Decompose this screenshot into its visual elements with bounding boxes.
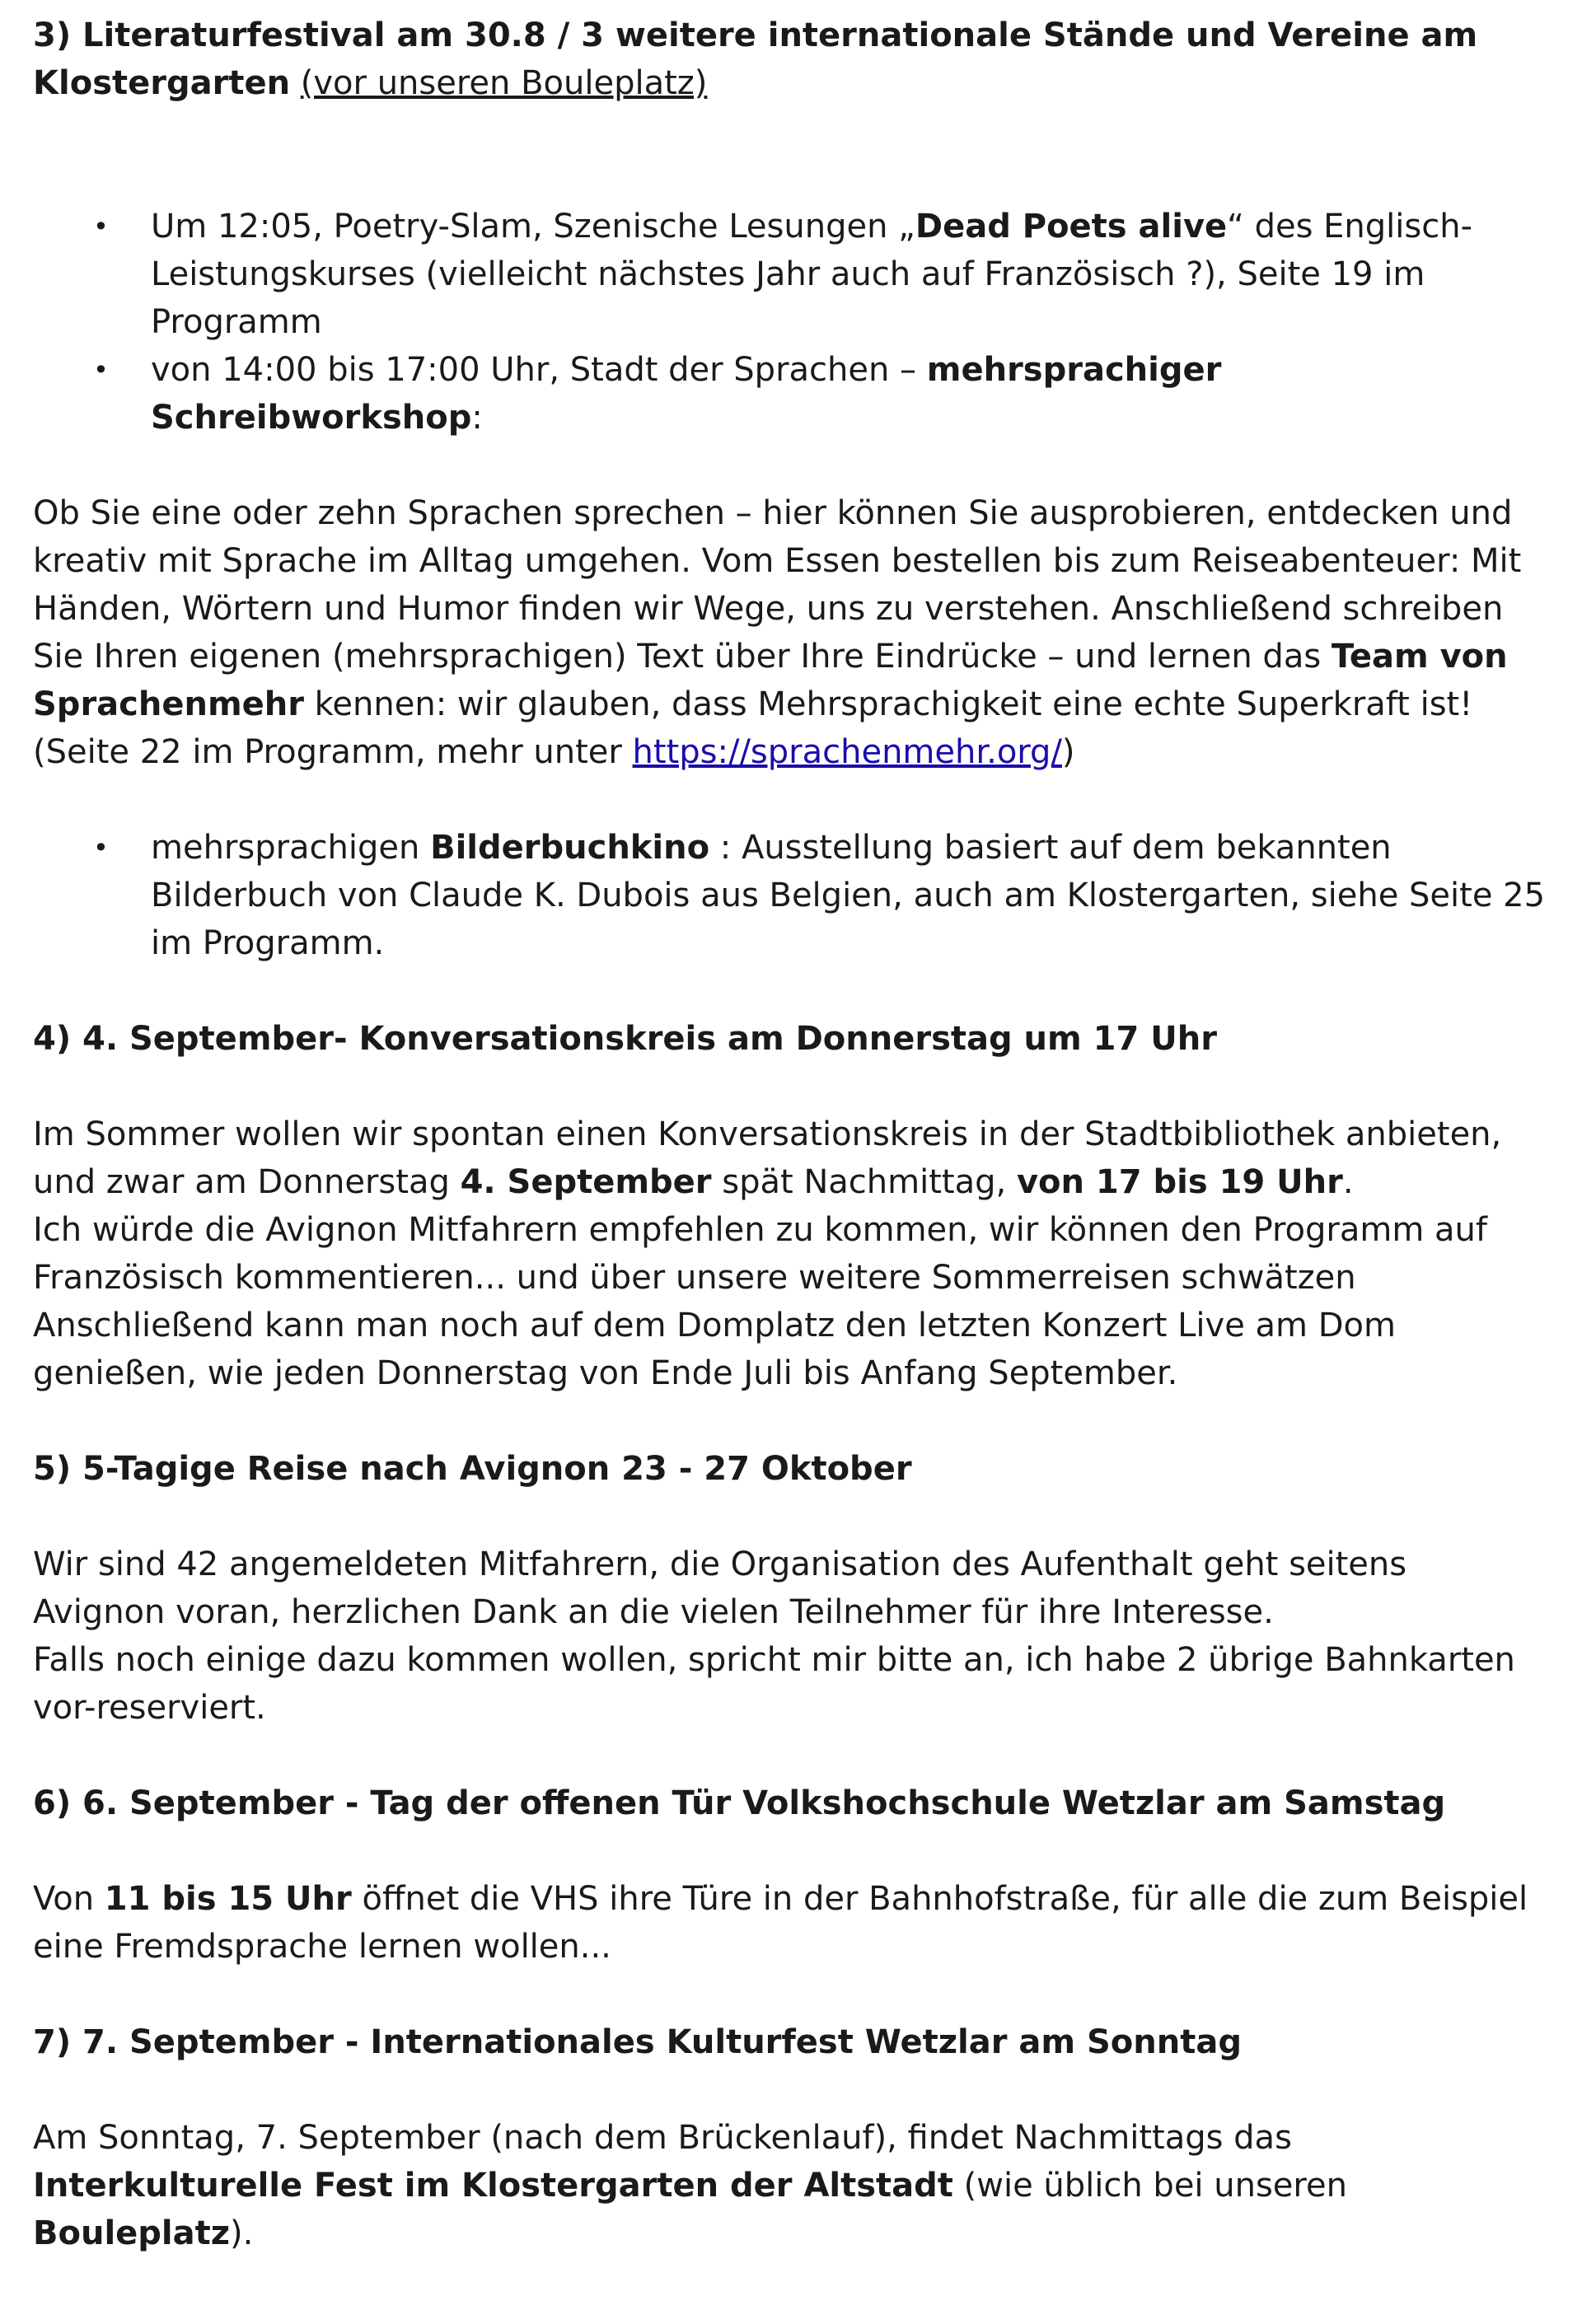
bullet-icon: • <box>93 832 109 863</box>
paragraph-bold: 11 bis 15 Uhr <box>104 1880 352 1918</box>
paragraph-text: Am Sonntag, 7. September (nach dem Brückenlauf), findet Nachmittags das <box>33 2119 1292 2157</box>
list-item-text: Um 12:05, Poetry-Slam, Szenische Lesungen „ <box>151 208 915 245</box>
section-3-heading <box>33 12 1549 107</box>
paragraph-text: Von <box>33 1880 105 1918</box>
paragraph-text: Im Sommer wollen wir spontan einen Konversationskreis in der Stadtbibliothek anbieten, und zwar am Donnerstag <box>33 1115 1502 1201</box>
list-item-bold: Bilderbuchkino <box>430 829 710 867</box>
section-3-list-2 <box>33 824 1549 967</box>
section-4-paragraph-3: Anschließend kann man noch auf dem Domplatz den letzten Konzert Live am Dom genießen, wie jeden Donnerstag von Ende Juli bis Anfang September. <box>33 1307 1396 1392</box>
section-6-heading: 6) 6. September - Tag der offenen Tür Volkshochschule Wetzlar am Samstag <box>33 1784 1446 1822</box>
list-item-text: : <box>471 399 483 437</box>
section-4-paragraph-2: Ich würde die Avignon Mitfahrern empfehlen zu kommen, wir können den Programm auf Französisch kommentieren... und über unsere weitere Sommerreisen schwätzen <box>33 1211 1487 1297</box>
paragraph-bold: Team von Sprachenmehr <box>33 638 1508 723</box>
paragraph-text: kennen: wir glauben, dass Mehrsprachigkeit eine echte Superkraft ist! (Seite 22 im Programm, mehr unter <box>33 685 1473 771</box>
paragraph-text: (wie üblich bei unseren <box>952 2167 1347 2205</box>
section-5-heading: 5) 5-Tagige Reise nach Avignon 23 - 27 Oktober <box>33 1450 912 1488</box>
list-item-bold: mehrsprachiger Schreibworkshop <box>151 351 1222 437</box>
paragraph-bold: Interkulturelle Fest im Klostergarten der Altstadt <box>33 2167 953 2205</box>
section-3-title: 3) Literaturfestival am 30.8 / 3 weitere internationale Stände und Vereine am Klostergarten <box>33 16 1478 102</box>
list-item-text: von 14:00 bis 17:00 Uhr, Stadt der Sprachen – <box>151 351 927 389</box>
paragraph-text: ). <box>230 2214 254 2252</box>
section-5-paragraph-2: Falls noch einige dazu kommen wollen, spricht mir bitte an, ich habe 2 übrige Bahnkarten vor-reserviert. <box>33 1641 1515 1727</box>
paragraph-text: spät Nachmittag, <box>711 1163 1017 1201</box>
section-6-paragraph <box>33 1875 1549 1971</box>
list-item <box>33 346 1549 442</box>
section-7-paragraph <box>33 2114 1549 2257</box>
paragraph-text: ) <box>1061 733 1075 771</box>
list-item-text: mehrsprachigen <box>151 829 431 867</box>
section-3-paragraph <box>33 489 1549 776</box>
section-3-title-note: (vor unseren Bouleplatz) <box>300 64 708 102</box>
newsletter-page <box>33 12 1549 2257</box>
paragraph-text: Ob Sie eine oder zehn Sprachen sprechen – hier können Sie ausprobieren, entdecken und kreativ mit Sprache im Alltag umgehen. Vom Essen bestellen bis zum Reiseabenteuer: Mit Händen, Wörtern und Humor finden wir Wege, uns zu verstehen. Anschließend schreiben Sie Ihren eigenen (mehrsprachigen) Text über Ihre Eindrücke – und lernen das <box>33 494 1522 676</box>
bullet-icon: • <box>93 354 109 386</box>
section-3-list-1 <box>33 203 1549 442</box>
list-item <box>33 203 1549 346</box>
paragraph-bold: Bouleplatz <box>33 2214 231 2252</box>
paragraph-bold: 4. September <box>460 1163 712 1201</box>
list-item-bold: Dead Poets alive <box>915 208 1228 245</box>
section-4-paragraph-1 <box>33 1111 1549 1206</box>
section-5-paragraph-1: Wir sind 42 angemeldeten Mitfahrern, die Organisation des Aufenthalt geht seitens Avignon voran, herzlichen Dank an die vielen Teilnehmer für ihre Interesse. <box>33 1545 1407 1631</box>
paragraph-text: . <box>1342 1163 1354 1201</box>
bullet-icon: • <box>93 211 109 242</box>
list-item-text: : Ausstellung basiert auf dem bekannten Bilderbuch von Claude K. Dubois aus Belgien, auch am Klostergarten, siehe Seite 25 im Programm. <box>151 829 1546 962</box>
paragraph-bold: von 17 bis 19 Uhr <box>1016 1163 1343 1201</box>
sprachenmehr-link[interactable]: https://sprachenmehr.org/ <box>632 733 1062 771</box>
section-7-heading: 7) 7. September - Internationales Kulturfest Wetzlar am Sonntag <box>33 2023 1242 2061</box>
section-4-heading: 4) 4. September- Konversationskreis am Donnerstag um 17 Uhr <box>33 1020 1217 1058</box>
paragraph-text: öffnet die VHS ihre Türe in der Bahnhofstraße, für alle die zum Beispiel eine Fremdsprache lernen wollen... <box>33 1880 1528 1966</box>
list-item <box>33 824 1549 967</box>
list-item-text: “ des Englisch-Leistungskurses (vielleicht nächstes Jahr auch auf Französisch ?), Seite 19 im Programm <box>151 208 1473 341</box>
